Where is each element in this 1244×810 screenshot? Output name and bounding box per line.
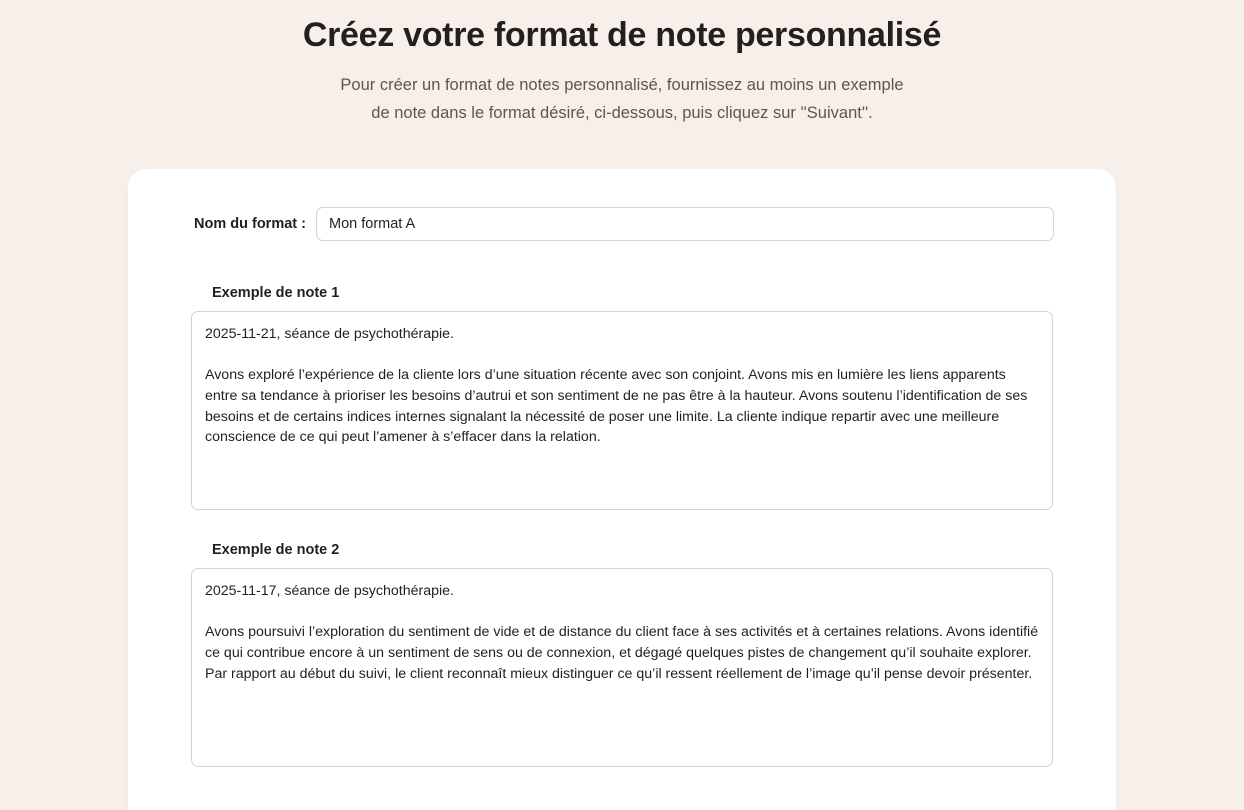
example-note-2-textarea[interactable] xyxy=(191,568,1053,767)
format-form-card xyxy=(128,169,1116,810)
page-subtitle-line-1: Pour créer un format de notes personnalisé, fournissez au moins un exemple xyxy=(340,75,904,94)
format-name-input[interactable] xyxy=(316,207,1054,241)
page-header xyxy=(0,0,1244,127)
page-title: Créez votre format de note personnalisé xyxy=(302,16,942,54)
page-subtitle-line-2: de note dans le format désiré, ci-dessous, puis cliquez sur ''Suivant''. xyxy=(371,103,873,122)
example-note-2-block xyxy=(190,542,1054,767)
example-note-2-label: Exemple de note 2 xyxy=(212,542,340,559)
page-subtitle xyxy=(272,71,972,128)
example-note-1-label: Exemple de note 1 xyxy=(212,285,340,302)
format-name-label: Nom du format : xyxy=(194,216,306,233)
example-note-1-textarea[interactable] xyxy=(191,311,1053,510)
format-name-row xyxy=(190,207,1054,241)
example-note-1-block xyxy=(190,285,1054,510)
